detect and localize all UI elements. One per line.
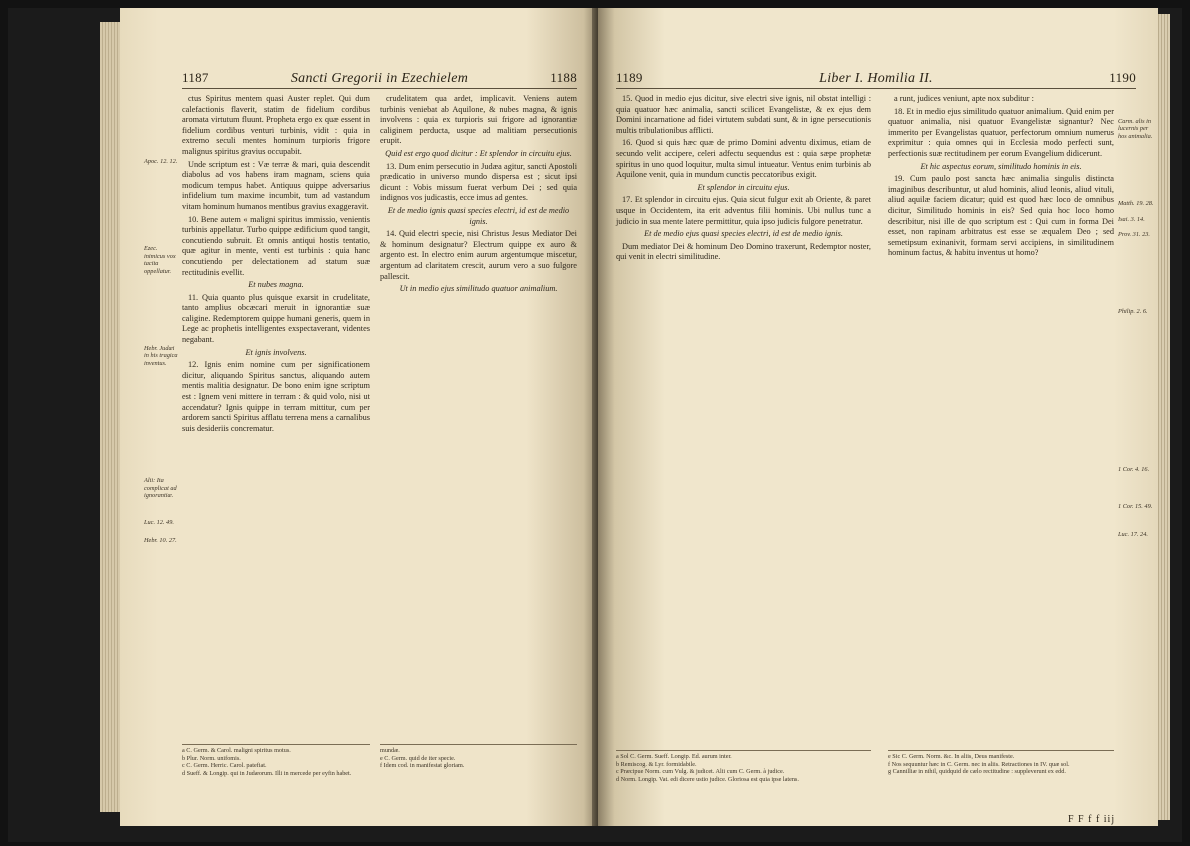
section-heading: Et hic aspectus eorum, similitudo hominis in eis. (920, 161, 1082, 171)
margin-note: 1 Cor. 4. 16. (1118, 465, 1150, 473)
right-header-rule (616, 88, 1136, 89)
margin-note: Isai. 3. 14. (1118, 215, 1145, 223)
paragraph: Unde scriptum est : Væ terræ & mari, quia descendit diabolus ad vos habens iram magnam, sciens quia modicum tempus habet. Antiquus quippe adversarius infidelium tum maxime incumbit, tum ad vastandum vitam hominum humanos mentibus gravius exaggeravit. (182, 159, 370, 211)
left-page-number-left: 1187 (182, 70, 209, 85)
paragraph: 15. Quod in medio ejus dicitur, sive electri sive ignis, nil obstat intelligi : quia quatuor hæc animalia, sancti scilicet Evangelistæ, & ex ejus dem Domini incarnatione ad fidei virtutem subdati sunt, & in igne persecutionis multis tribulationibus afflicti. (616, 94, 871, 135)
left-page-header (182, 70, 577, 87)
right-page-edges (1156, 14, 1170, 820)
paragraph: 10. Bene autem « maligni spiritus immissio, venientis turbinis appellatur. Turbo quippe ædificium quod tangit, concutiendo subruit. Et omnis antiqui hostis tentatio, quæ agitur in mente, venti est turbinis : quia hanc concutiendo per delectationem ad statum suæ rectitudinis evellit. (182, 214, 370, 277)
section-heading: Ut in medio ejus similitudo quatuor animalium. (399, 284, 558, 294)
margin-note: Hebr. Judæi in his tragica inventus. (144, 345, 178, 367)
left-running-title: Sancti Gregorii in Ezechielem (290, 71, 469, 86)
margin-note: Luc. 17. 24. (1118, 530, 1148, 538)
paragraph: 11. Quia quanto plus quisque exarsit in crudelitate, tanto amplius obcæcari meruit in ignorantiæ suæ caligine. Redemptorem quippe humani generis, quem in Lege ac prophetis intelligentes exspectaverant, videntes negabant. (182, 292, 370, 345)
footnote: d Sueff. & Longip. qui in Judæorum. Illi in mercede per eyfin habet. (182, 769, 352, 777)
footnote: c Præcipue Norm. cum Vulg. & judicet. Alii cum C. Germ. à judice. (616, 768, 785, 776)
margin-note: Ezec. inimicus vox tacita oppellatur. (144, 245, 176, 275)
paragraph: ctus Spiritus mentem quasi Auster replet. Qui dum calefactionis flaverit, statim de fidelium cordibus aromata virtutum fluunt. Propheta ergo ex quæ essent in fidelium cordibus venturi turbinis, vidit : quia in extremo seculi mentes hominum turpioris frigore malignus spiritus gravius occupabit. (182, 94, 370, 156)
margin-note: Carm. alis in lucernis per hos animalia. (1118, 118, 1153, 140)
paragraph: 18. Et in medio ejus similitudo quatuor animalium. Quid enim per quatuor animalia, nisi quatuor Evangelistæ signantur? Nec immerito per Evangelistas quatuor, perfectorum omnium numerus exprimitur : quia omnes qui in Ecclesia modo perfecti sunt, perfectionis suæ rectitudinem per eorum Evangelium didicerunt. (888, 106, 1114, 158)
paragraph: 12. Ignis enim nomine cum per significationem dicitur, aliquando Spiritus sanctus, aliquando autem mentis malitia designatur. De bono enim igne scriptum est : Ignem veni mittere in terram : & quid volo, nisi ut accendatur? Ignis quippe in terram mittitur, cum per ardorem sancti Spiritus afflatu terrena mens a carnalibus suis desideriis concrematur. (182, 360, 370, 433)
section-heading: Et ignis involvens. (245, 347, 307, 357)
section-heading: Et de medio ejus quasi species electri, id est de medio ignis. (644, 229, 843, 239)
margin-note: Matth. 19. 28. (1118, 200, 1154, 208)
left-outer-margin-notes (144, 158, 180, 552)
right-page-header (616, 70, 1136, 87)
footnote: a Sol C. Germ. Sueff. Longip. Ed. aurum inter. (616, 753, 732, 760)
right-column-2 (888, 94, 1114, 261)
right-page (598, 8, 1158, 826)
left-column-1 (182, 94, 370, 436)
margin-note: Apoc. 12. 12. (144, 158, 178, 165)
paragraph: 16. Quod si quis hæc quæ de primo Domini adventu diximus, etiam de secundo velit accipere, celeri adfectu sequendus est : quia sæpe prophetæ spiritus in uno quod loquitur, multa simul intueatur. Ventus enim turbinis ab Aquilone venit, quia in mundum cunctis peccatoribus exigit. (616, 138, 871, 180)
margin-note: Prov. 31. 23. (1118, 231, 1151, 239)
footnote: a C. Germ. & Carol. maligni spiritus motus. (182, 747, 291, 754)
footnote: f Idem cod. in manifestat gloriam. (380, 762, 465, 770)
margin-note: Hebr. 10. 27. (144, 536, 177, 544)
margin-note: 1 Cor. 15. 49. (1118, 503, 1153, 511)
right-page-number-right: 1190 (1109, 70, 1136, 85)
left-column-2 (380, 94, 577, 297)
signature-mark: F F f f iij (1068, 814, 1116, 825)
paragraph: a runt, judices veniunt, apte nox subditur : (894, 94, 1034, 103)
left-footnotes-col1 (182, 744, 370, 777)
left-page-number-right: 1188 (550, 70, 577, 85)
section-heading: Et de medio ignis quasi species electri, id est de medio ignis. (387, 205, 570, 226)
footnote: b Plur. Norm. unifomis. (182, 754, 241, 762)
paragraph: Dum mediator Dei & hominum Deo Domino traxerunt, Redemptor noster, qui venit in electri similitudine. (616, 241, 871, 262)
left-footnotes-col2 (380, 744, 577, 770)
right-running-title: Liber I. Homilia II. (819, 71, 933, 86)
paragraph: 13. Dum enim persecutio in Judæa agitur, sancti Apostoli prædicatio in universo mundo dispersa est ; sicut ipsi dicunt : Vobis missum fuerat verbum Dei ; sed quia indignos vos judicastis, ecce imus ad gentes. (380, 161, 577, 203)
footnote: d Norm. Longip. Vat. edi dicere ustio judice. Gloriosa est quia ipse latens. (616, 775, 799, 783)
footnote: f Nos sequuntur hæc in C. Germ. nec in aliis. Retractiones in IV. quæ sol. (888, 760, 1070, 768)
right-page-number-left: 1189 (616, 70, 643, 85)
section-heading: Quid est ergo quod dicitur : Et splendor in circuitu ejus. (385, 148, 572, 158)
footnote: g Cannilliæ in nihil, quidquid de cælo rectitudine : suppleverunt ex edd. (888, 768, 1066, 776)
footnote: mundæ. (380, 747, 400, 754)
right-footnotes-col1 (616, 750, 871, 783)
left-page (120, 8, 598, 826)
paragraph: 14. Quid electri specie, nisi Christus Jesus Mediator Dei & hominum designatur? Electrum quippe ex auro & argento est. In electro enim aurum argentumque miscetur, argentum ad claritatem crescit, aurum vero a suo fulgore pallescit. (380, 229, 577, 281)
section-heading: Et nubes magna. (248, 280, 304, 290)
section-heading: Et splendor in circuitu ejus. (697, 182, 790, 192)
paragraph: 17. Et splendor in circuitu ejus. Quia sicut fulgur exit ab Oriente, & paret usque in Occidentem, ita erit adventus filii hominis. Ubi nullus tunc a judicio in sua mente latere permittitur, quia ipso judicis fulgore penetratur. (616, 195, 871, 226)
right-column-1 (616, 94, 871, 265)
footnote: c C. Germ. Herric. Carol. patefiat. (182, 762, 267, 770)
right-outer-margin-notes (1118, 118, 1156, 546)
paragraph: crudelitatem qua ardet, implicavit. Veniens autem turbinis veniebat ab Aquilone, & nubes magna, & ignis involvens : quia ex turpioris sui frigore ad ignorantiæ caliginem perducta, usque ad malitiam persecutionis erupit. (380, 94, 577, 146)
left-header-rule (182, 88, 577, 89)
right-footnotes-col2 (888, 750, 1114, 776)
margin-note: Luc. 12. 49. (144, 519, 174, 527)
footnote: e C. Germ. quid de iter specie. (380, 754, 456, 762)
footnote: e Sic C. Germ. Norm. &c. In aliis, Deus manifeste. (888, 753, 1015, 760)
footnote: b Remiscog. & Lyr. formidabile. (616, 760, 697, 768)
paragraph: 19. Cum paulo post sancta hæc animalia singulis distincta imaginibus describuntur, ut alud hominis, aliud leonis, aliud vituli, aliud aquilæ faciem dicatur; quid est quod hæc loco de omnibus dicitur, Similitudo hominis in eis? Sed quia hoc loco homo describitur, nisi ille de quo scriptum est : Qui cum in forma Dei esset, non rapinam arbitratus est esse se æqualem Deo ; sed semetipsum exinanivit, formam servi accipiens, in similitudinem hominum factus, & habitu inventus ut homo? (888, 174, 1114, 258)
margin-note: Alii: Ita complicat ad ignorantiæ. (144, 477, 177, 500)
margin-note: Philip. 2. 6. (1118, 308, 1148, 316)
